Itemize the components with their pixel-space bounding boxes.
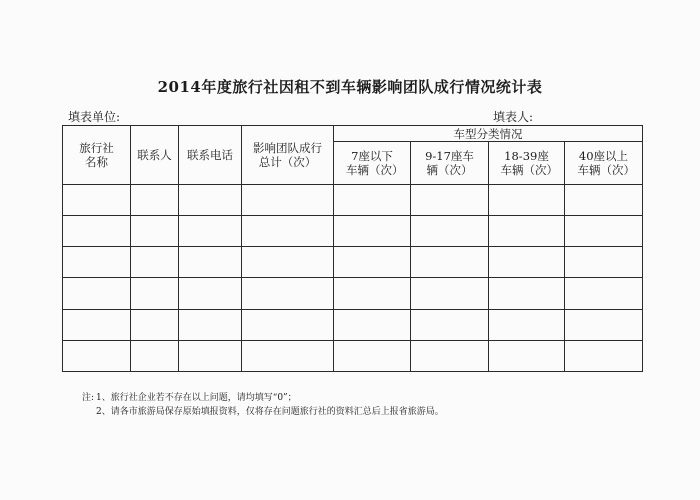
table-cell[interactable] bbox=[334, 216, 411, 247]
table-cell[interactable] bbox=[489, 247, 565, 278]
table-cell[interactable] bbox=[334, 247, 411, 278]
table-cell[interactable] bbox=[411, 247, 489, 278]
table-cell[interactable] bbox=[63, 278, 131, 309]
table-cell[interactable] bbox=[334, 309, 411, 340]
table-cell[interactable] bbox=[489, 340, 565, 371]
table-cell[interactable] bbox=[411, 185, 489, 216]
statistics-table bbox=[62, 125, 643, 372]
table-cell[interactable] bbox=[411, 216, 489, 247]
table-cell[interactable] bbox=[489, 216, 565, 247]
table-cell[interactable] bbox=[334, 185, 411, 216]
filling-unit-label: 填表单位: bbox=[68, 110, 121, 124]
footnotes bbox=[82, 391, 642, 419]
table-cell[interactable] bbox=[63, 247, 131, 278]
table-cell[interactable] bbox=[179, 247, 242, 278]
table-cell[interactable] bbox=[411, 309, 489, 340]
table-row bbox=[63, 185, 643, 216]
table-cell[interactable] bbox=[63, 216, 131, 247]
header-contact-phone: 联系电话 bbox=[179, 126, 242, 185]
table-row bbox=[63, 309, 643, 340]
table-cell[interactable] bbox=[565, 216, 643, 247]
table-cell[interactable] bbox=[63, 309, 131, 340]
table-cell[interactable] bbox=[565, 340, 643, 371]
table-cell[interactable] bbox=[242, 309, 334, 340]
header-vehicle-type-group: 车型分类情况 bbox=[334, 126, 643, 142]
header-agency-name: 旅行社名称 bbox=[63, 126, 131, 185]
table-row bbox=[63, 247, 643, 278]
table-row bbox=[63, 278, 643, 309]
header-affected-total: 影响团队成行总计（次） bbox=[242, 126, 334, 185]
table-cell[interactable] bbox=[131, 247, 179, 278]
header-under-7-seats: 7座以下车辆（次） bbox=[334, 142, 411, 185]
notes-label: 注: bbox=[82, 393, 95, 403]
table-cell[interactable] bbox=[242, 340, 334, 371]
table-row bbox=[63, 340, 643, 371]
filler-label: 填表人: bbox=[493, 110, 534, 124]
table-cell[interactable] bbox=[242, 216, 334, 247]
table-cell[interactable] bbox=[179, 216, 242, 247]
header-over-40-seats: 40座以上车辆（次） bbox=[565, 142, 643, 185]
table-cell[interactable] bbox=[411, 340, 489, 371]
table-cell[interactable] bbox=[334, 278, 411, 309]
table-cell[interactable] bbox=[565, 309, 643, 340]
table-cell[interactable] bbox=[63, 340, 131, 371]
table-cell[interactable] bbox=[179, 278, 242, 309]
table-cell[interactable] bbox=[131, 340, 179, 371]
table-cell[interactable] bbox=[179, 309, 242, 340]
table-cell[interactable] bbox=[242, 185, 334, 216]
table-cell[interactable] bbox=[489, 185, 565, 216]
table-cell[interactable] bbox=[411, 278, 489, 309]
header-9-17-seats: 9-17座车辆（次） bbox=[411, 142, 489, 185]
table-row bbox=[63, 216, 643, 247]
table-cell[interactable] bbox=[179, 185, 242, 216]
table-cell[interactable] bbox=[63, 185, 131, 216]
header-contact-person: 联系人 bbox=[131, 126, 179, 185]
table-cell[interactable] bbox=[131, 216, 179, 247]
table-cell[interactable] bbox=[131, 185, 179, 216]
note-item-2: 2、请各市旅游局保存原始填报资料，仅将存在问题旅行社的资料汇总后上报省旅游局。 bbox=[96, 407, 444, 417]
table-cell[interactable] bbox=[179, 340, 242, 371]
table-cell[interactable] bbox=[565, 185, 643, 216]
form-title: 2014年度旅行社因租不到车辆影响团队成行情况统计表 bbox=[157, 78, 543, 96]
header-18-39-seats: 18-39座车辆（次） bbox=[489, 142, 565, 185]
table-cell[interactable] bbox=[489, 278, 565, 309]
note-item-1: 1、旅行社企业若不存在以上问题，请均填写“0”； bbox=[96, 393, 297, 403]
table-cell[interactable] bbox=[334, 340, 411, 371]
table-cell[interactable] bbox=[131, 278, 179, 309]
table-cell[interactable] bbox=[565, 247, 643, 278]
table-cell[interactable] bbox=[565, 278, 643, 309]
table-cell[interactable] bbox=[489, 309, 565, 340]
table-cell[interactable] bbox=[242, 247, 334, 278]
table-cell[interactable] bbox=[242, 278, 334, 309]
table-cell[interactable] bbox=[131, 309, 179, 340]
